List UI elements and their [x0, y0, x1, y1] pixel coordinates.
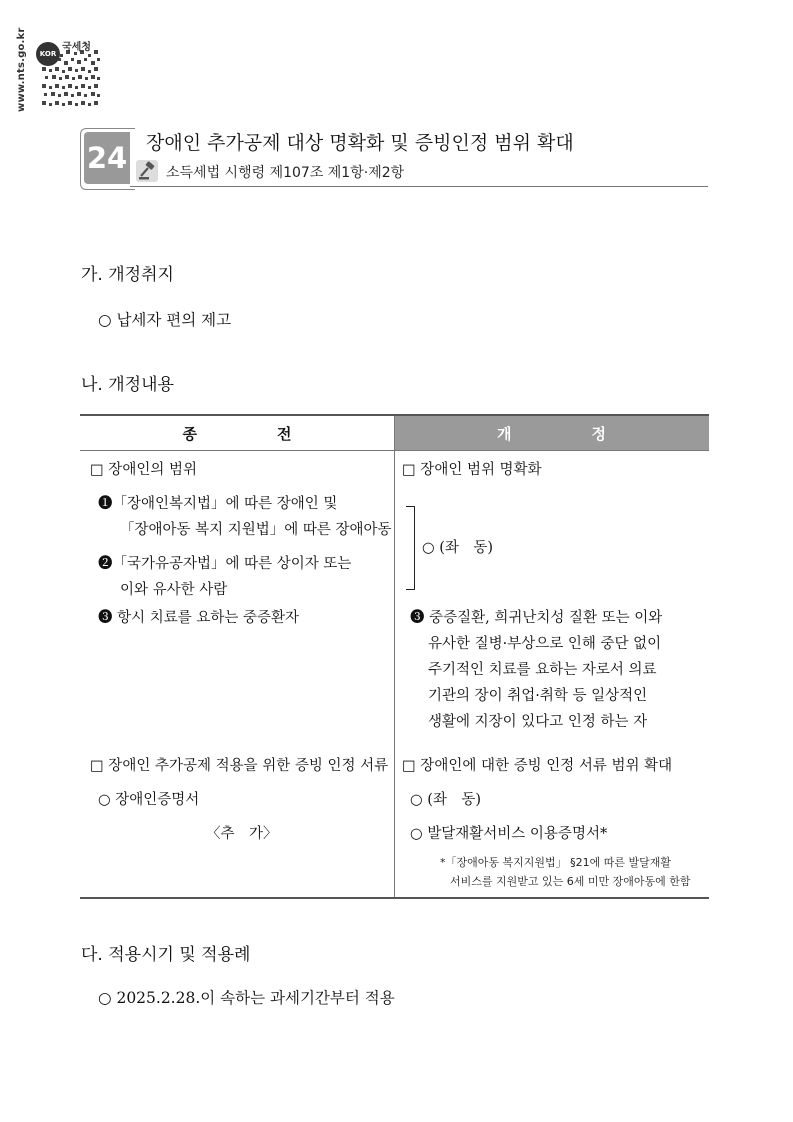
after-proof-title: □ 장애인에 대한 증빙 인정 서류 범위 확대: [402, 758, 673, 774]
same-as-before-bracket: [406, 506, 415, 590]
before-proof-item: ○ 장애인증명서: [98, 792, 200, 808]
after-same-2: ○ (좌 동): [410, 792, 482, 808]
after-note-line2: 서비스를 지원받고 있는 6세 미만 장애아동에 한함: [450, 875, 691, 888]
before-item3: ❸ 항시 치료를 요하는 중증환자: [98, 610, 300, 626]
after-scope-title: □ 장애인 범위 명확화: [402, 462, 542, 478]
before-item1-line2: 「장애아동 복지 지원법」에 따른 장애아동: [120, 522, 392, 538]
purpose-item: ○ 납세자 편의 제고: [98, 311, 232, 329]
before-scope-title: □ 장애인의 범위: [90, 462, 197, 478]
after-item3-line4: 기관의 장이 취업·취학 등 일상적인: [428, 688, 648, 704]
after-item3-line1: ❸ 중증질환, 희귀난치성 질환 또는 이와: [410, 610, 663, 626]
after-same-1: ○ (좌 동): [422, 540, 494, 556]
agency-logo: [36, 42, 60, 66]
before-item2-line2: 이와 유사한 사람: [120, 582, 228, 598]
table-bottom-rule: [80, 897, 709, 899]
before-proof-add: 〈추 가〉: [206, 826, 278, 842]
after-item3-line5: 생활에 지장이 있다고 인정 하는 자: [428, 714, 648, 730]
gavel-icon: [136, 160, 158, 182]
before-proof-title: □ 장애인 추가공제 적용을 위한 증빙 인정 서류: [90, 758, 389, 774]
after-item3-line2: 유사한 질병·부상으로 인해 중단 없이: [428, 636, 662, 652]
header-divider: [130, 186, 708, 187]
before-item2-line1: ❷「국가유공자법」에 따른 상이자 또는: [98, 556, 352, 572]
content-heading: 나. 개정내용: [81, 375, 174, 395]
logo-text: KOR: [39, 50, 57, 58]
law-reference: 소득세법 시행령 제107조 제1항·제2항: [166, 165, 405, 181]
effective-heading: 다. 적용시기 및 적용례: [81, 945, 251, 965]
comparison-table: [80, 414, 709, 899]
after-item3-line3: 주기적인 치료를 요하는 자로서 의료: [428, 662, 657, 678]
purpose-heading: 가. 개정취지: [81, 265, 174, 285]
header-after: 개정: [394, 416, 709, 450]
effective-item: ○ 2025.2.28.이 속하는 과세기간부터 적용: [98, 989, 395, 1007]
header-before: 종전: [182, 424, 372, 443]
column-divider: [394, 416, 395, 899]
before-item1-line1: ❶「장애인복지법」에 따른 장애인 및: [98, 496, 338, 512]
agency-url: www.nts.go.kr: [16, 27, 27, 112]
after-new-item: ○ 발달재활서비스 이용증명서*: [410, 826, 608, 842]
item-number-badge: 24: [84, 132, 130, 184]
page-title: 장애인 추가공제 대상 명확화 및 증빙인정 범위 확대: [146, 132, 574, 154]
after-note-line1: *「장애아동 복지지원법」 §21에 따른 발달재활: [440, 856, 671, 869]
agency-name: 국세청: [62, 42, 91, 53]
